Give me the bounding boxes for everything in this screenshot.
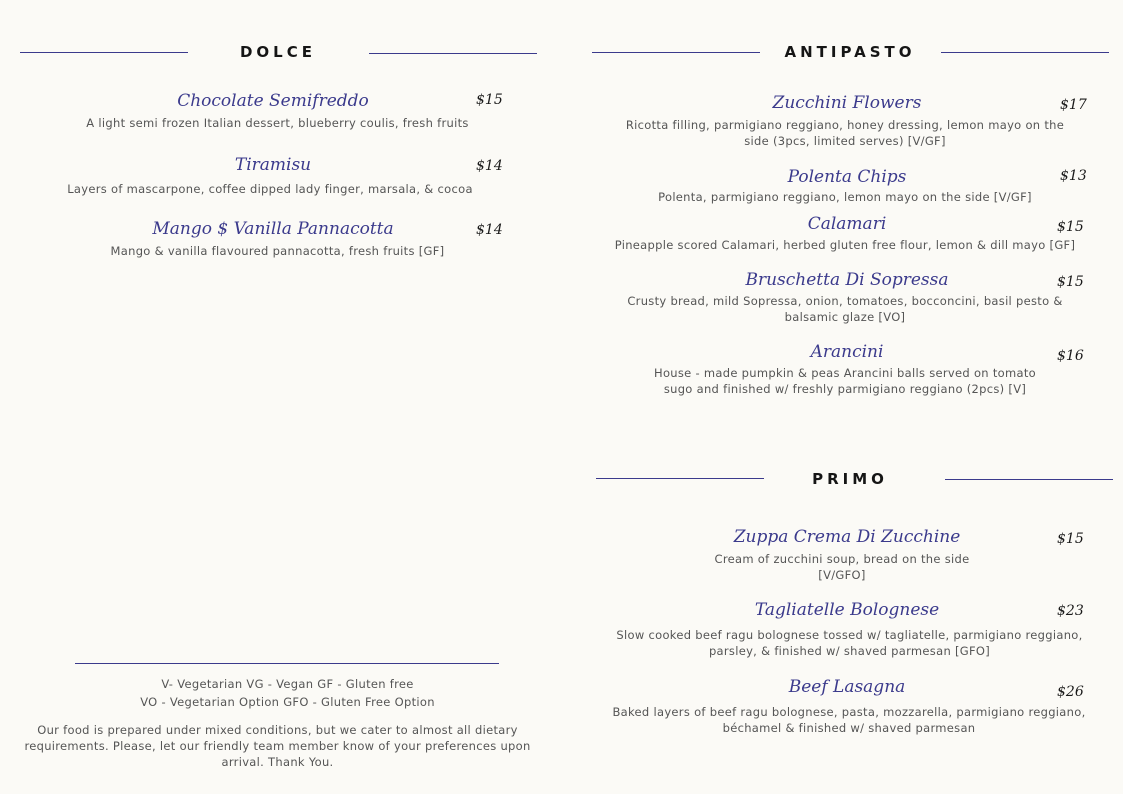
antipasto-heading: ANTIPASTO xyxy=(784,43,916,61)
primo-rule-left xyxy=(596,478,764,479)
dolce-heading: DOLCE xyxy=(239,43,316,61)
primo-rule-right xyxy=(945,479,1113,480)
primo-item-price: $15 xyxy=(1057,531,1084,547)
primo-item-name: Beef Lasagna xyxy=(788,677,906,697)
antipasto-item-desc: Pineapple scored Calamari, herbed gluten free flour, lemon & dill mayo [GF] xyxy=(614,238,1076,252)
legend-rule xyxy=(75,663,499,664)
antipasto-item-name: Arancini xyxy=(810,342,884,362)
primo-item-desc: Cream of zucchini soup, bread on the side [V/GFO] xyxy=(714,552,970,582)
antipasto-item-name: Zucchini Flowers xyxy=(772,93,922,113)
dolce-item-desc: Mango & vanilla flavoured pannacotta, fresh fruits [GF] xyxy=(110,244,445,258)
primo-item-price: $23 xyxy=(1057,603,1084,619)
dolce-item-desc: Layers of mascarpone, coffee dipped lady finger, marsala, & cocoa xyxy=(67,182,473,196)
antipasto-item-price: $13 xyxy=(1060,168,1087,184)
antipasto-item-price: $17 xyxy=(1060,97,1087,113)
dietary-note: Our food is prepared under mixed conditions, but we cater to almost all dietary requirements. Please, let our friendly team member know of your preferences upon arrival. Thank You. xyxy=(24,723,531,769)
antipasto-item-name: Polenta Chips xyxy=(787,167,907,187)
antipasto-item-desc: House - made pumpkin & peas Arancini balls served on tomato sugo and finished w/ freshly parmigiano reggiano (2pcs) [V] xyxy=(654,366,1036,396)
dolce-item-name: Chocolate Semifreddo xyxy=(177,91,369,111)
dolce-rule-left xyxy=(20,52,188,53)
primo-heading: PRIMO xyxy=(812,470,888,488)
antipasto-item-desc: Ricotta filling, parmigiano reggiano, honey dressing, lemon mayo on the side (3pcs, limited serves) [V/GF] xyxy=(625,118,1065,148)
dolce-item-price: $14 xyxy=(476,158,503,174)
primo-item-desc: Slow cooked beef ragu bolognese tossed w/ tagliatelle, parmigiano reggiano, parsley, & finished w/ shaved parmesan [GFO] xyxy=(616,628,1083,658)
primo-item-name: Zuppa Crema Di Zucchine xyxy=(733,527,961,547)
dolce-item-price: $14 xyxy=(476,222,503,238)
dolce-rule-right xyxy=(369,53,537,54)
antipasto-item-desc: Crusty bread, mild Sopressa, onion, tomatoes, bocconcini, basil pesto & balsamic glaze [VO] xyxy=(627,294,1063,324)
antipasto-item-name: Calamari xyxy=(807,214,887,234)
dietary-legend-line-2: VO - Vegetarian Option GFO - Gluten Free Option xyxy=(140,695,435,709)
antipasto-item-name: Bruschetta Di Sopressa xyxy=(745,270,949,290)
antipasto-item-desc: Polenta, parmigiano reggiano, lemon mayo on the side [V/GF] xyxy=(658,190,1032,204)
primo-item-desc: Baked layers of beef ragu bolognese, pasta, mozzarella, parmigiano reggiano, béchamel & finished w/ shaved parmesan xyxy=(612,705,1086,735)
antipasto-rule-left xyxy=(592,52,760,53)
primo-item-price: $26 xyxy=(1057,684,1084,700)
dolce-item-name: Mango $ Vanilla Pannacotta xyxy=(152,219,394,239)
primo-item-name: Tagliatelle Bolognese xyxy=(754,600,940,620)
dietary-legend-line-1: V- Vegetarian VG - Vegan GF - Gluten free xyxy=(161,677,414,691)
antipasto-item-price: $15 xyxy=(1057,219,1084,235)
antipasto-rule-right xyxy=(941,52,1109,53)
dolce-item-name: Tiramisu xyxy=(234,155,312,175)
antipasto-item-price: $16 xyxy=(1057,348,1084,364)
dolce-item-desc: A light semi frozen Italian dessert, blueberry coulis, fresh fruits xyxy=(86,116,469,130)
dolce-item-price: $15 xyxy=(476,92,503,108)
antipasto-item-price: $15 xyxy=(1057,274,1084,290)
